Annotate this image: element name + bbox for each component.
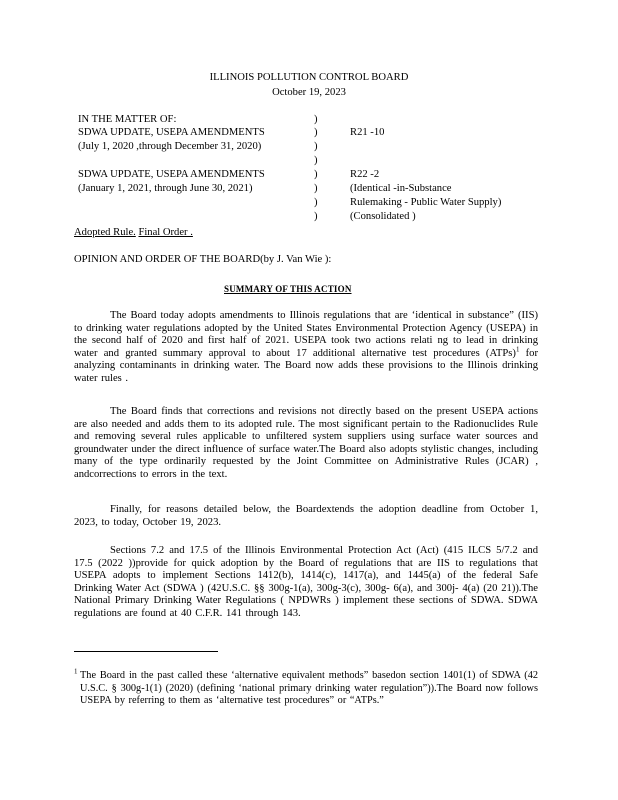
summary-heading: SUMMARY OF THIS ACTION — [224, 284, 352, 294]
caption-right-line: (Consolidated ) — [350, 211, 416, 222]
caption-left-line: SDWA UPDATE, USEPA AMENDMENTS — [78, 127, 265, 138]
caption-bracket: ) — [314, 141, 318, 152]
adopted-rule-line — [74, 227, 193, 240]
paragraph-summary — [74, 310, 538, 385]
caption-left-line: (January 1, 2021, through June 30, 2021) — [78, 183, 253, 194]
docket-number: R22 -2 — [350, 169, 380, 180]
footnote-number: 1 — [74, 667, 78, 676]
paragraph-text: for analyzing contaminants in drinking water. The Board now adds these provisions to the Illinois drinking water rules . — [74, 347, 538, 384]
footnote-separator — [74, 651, 218, 652]
caption-left-line: IN THE MATTER OF: — [78, 114, 177, 125]
caption-bracket: ) — [314, 169, 318, 180]
paragraph-statutory: Sections 7.2 and 17.5 of the Illinois Environmental Protection Act (Act) (415 ILCS 5/7.2 and 17.5 (2022 ))provide for quick adoption by the Board of regulations that are IIS to regulations that USEPA adopts to implement Sections 1412(b), 1414(c), 1417(a), and 1445(a) of the federal Safe Drinking Water Act (SDWA ) (42U.S.C. §§ 300g-1(a), 300g-3(c), 300g- 6(a), and 300j- 4(a) (20 21)).The National Primary Drinking Water Regulations ( NPDWRs ) implement these sections of SDWA. SDWA regulations are found at 40 C.F.R. 141 through 143. — [74, 545, 538, 619]
caption-right-line: (Identical -in-Substance — [350, 183, 452, 194]
caption-bracket: ) — [314, 155, 318, 166]
caption-right-line: Rulemaking - Public Water Supply) — [350, 197, 502, 208]
footnote-text: The Board in the past called these ‘alternative equivalent methods” basedon section 1401(1) of SDWA (42 U.S.C. § 300g-1(1) (2020) (defining ‘national primary drinking water regulation”)).The Board now follows USEPA by referring to them as ‘alternative test procedures” or “ATPs.” — [80, 670, 538, 706]
caption-bracket: ) — [314, 197, 318, 208]
opinion-line: OPINION AND ORDER OF THE BOARD(by J. Van Wie ): — [74, 254, 332, 265]
document-date: October 19, 2023 — [272, 87, 346, 98]
caption-bracket: ) — [314, 114, 318, 125]
caption-left-line: SDWA UPDATE, USEPA AMENDMENTS — [78, 169, 265, 180]
caption-left-line: (July 1, 2020 ,through December 31, 2020) — [78, 141, 262, 152]
footnote-reference: 1 — [515, 344, 520, 353]
board-title: ILLINOIS POLLUTION CONTROL BOARD — [209, 72, 409, 83]
footnote-mark — [74, 667, 78, 683]
paragraph-corrections: The Board finds that corrections and revisions not directly based on the present USEPA actions are also needed and adds them to its adopted rule. The most significant pertain to the Radionuclides Rule and removing several rules applicable to unfiltered system suppliers using surface water sources and groundwater under the direct influence of surface water.The Board also adopts stylistic changes, including many of the type ordinarily requested by the Joint Committee on Administrative Rules (JCAR) , andcorrections to errors in the text. — [74, 406, 538, 480]
paragraph-deadline: Finally, for reasons detailed below, the Boardextends the adoption deadline from October 1, 2023, to today, October 19, 2023. — [74, 504, 538, 528]
final-order-label: Final Order . — [138, 227, 193, 238]
caption-bracket: ) — [314, 127, 318, 138]
caption-bracket: ) — [314, 183, 318, 194]
paragraph-text: The Board today adopts amendments to Illinois regulations that are ‘identical in substance” (IIS) to drinking water regulations adopted by the United States Environmental Protection Agency (USEPA) in the second half of 2020 and first half of 2021. USEPA took two actions relati ng to lead in drinking water and granted summary approval to about 17 additional alternative test procedures (ATPs) — [74, 310, 538, 359]
docket-number: R21 -10 — [350, 127, 385, 138]
adopted-rule-label: Adopted Rule. — [74, 227, 136, 238]
caption-bracket: ) — [314, 211, 318, 222]
